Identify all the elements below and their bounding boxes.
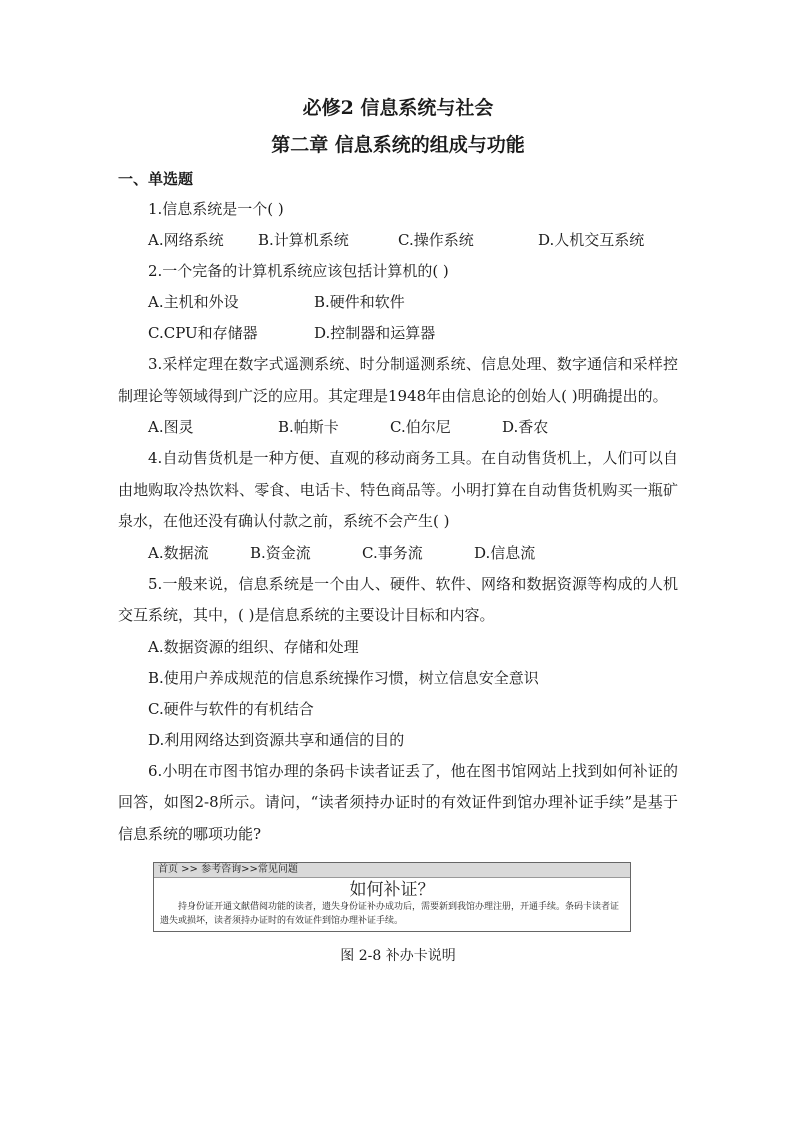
q1-option-a: A.网络系统 [148, 231, 224, 249]
question-1-options [118, 225, 678, 256]
question-4-stem: 4.自动售货机是一种方便、直观的移动商务工具。在自动售货机上，人们可以自由地购取冷热饮料、零食、电话卡、特色商品等。小明打算在自动售货机购买一瓶矿泉水，在他还没有确认付款之前，系统不会产生( ) [118, 449, 678, 530]
q3-option-a: A.图灵 [148, 418, 194, 436]
q2-option-a: A.主机和外设 [148, 293, 239, 311]
q4-option-c: C.事务流 [362, 543, 423, 562]
q3-option-c: C.伯尔尼 [390, 418, 451, 436]
q1-option-d: D.人机交互系统 [538, 231, 645, 249]
figure-body-text: 持身份证开通文献借阅功能的读者，遗失身份证补办成功后，需要新到我馆办理注册，开通手续。条码卡读者证遗失或损坏，读者须持办证时的有效证件到馆办理补证手续。 [160, 902, 620, 926]
figure-caption: 图 2-8 补办卡说明 [340, 948, 456, 964]
q4-option-a: A.数据流 [148, 543, 209, 562]
q3-option-d: D.香农 [502, 418, 549, 436]
question-4-options [118, 538, 678, 569]
section-heading: 一、单选题 [118, 170, 194, 188]
q5-option-c: C.硬件与软件的有机结合 [148, 699, 314, 718]
question-1-stem: 1.信息系统是一个( ) [148, 200, 284, 218]
q1-option-c: C.操作系统 [398, 231, 474, 249]
q5-option-a: A.数据资源的组织、存储和处理 [148, 637, 359, 656]
q5-option-d: D.利用网络达到资源共享和通信的目的 [148, 730, 405, 749]
question-3-stem: 3.采样定理在数字式遥测系统、时分制遥测系统、信息处理、数字通信和采样控制理论等领域得到广泛的应用。其定理是1948年由信息论的创始人( )明确提出的。 [118, 355, 678, 405]
question-3-options [118, 412, 678, 443]
q2-option-b: B.硬件和软件 [314, 293, 405, 311]
figure-2-8-webpage [153, 862, 631, 932]
q2-option-c: C.CPU和存储器 [148, 324, 258, 342]
q1-option-b: B.计算机系统 [258, 231, 349, 249]
question-6-stem: 6.小明在市图书馆办理的条码卡读者证丢了，他在图书馆网站上找到如何补证的回答，如图2-8所示。请问，“读者须持办证时的有效证件到馆办理补证手续”是基于信息系统的哪项功能? [118, 761, 678, 843]
q4-option-b: B.资金流 [250, 543, 311, 562]
figure-heading: 如何补证？ [349, 880, 435, 900]
question-5-stem: 5.一般来说，信息系统是一个由人、硬件、软件、网络和数据资源等构成的人机交互系统，其中，( )是信息系统的主要设计目标和内容。 [118, 574, 678, 624]
question-2-options-row1 [118, 287, 678, 318]
q5-option-b: B.使用户养成规范的信息系统操作习惯，树立信息安全意识 [148, 668, 539, 687]
figure-breadcrumb: 首页 >> 参考咨询>>常见问题 [154, 863, 630, 878]
question-2-options-row2 [118, 318, 678, 349]
document-title: 必修2 信息系统与社会 [302, 97, 494, 119]
chapter-title: 第二章 信息系统的组成与功能 [271, 134, 525, 156]
question-2-stem: 2.一个完备的计算机系统应该包括计算机的( ) [148, 262, 449, 280]
q3-option-b: B.帕斯卡 [278, 418, 339, 436]
q2-option-d: D.控制器和运算器 [314, 324, 436, 342]
document-page [118, 90, 678, 966]
q4-option-d: D.信息流 [474, 543, 536, 562]
